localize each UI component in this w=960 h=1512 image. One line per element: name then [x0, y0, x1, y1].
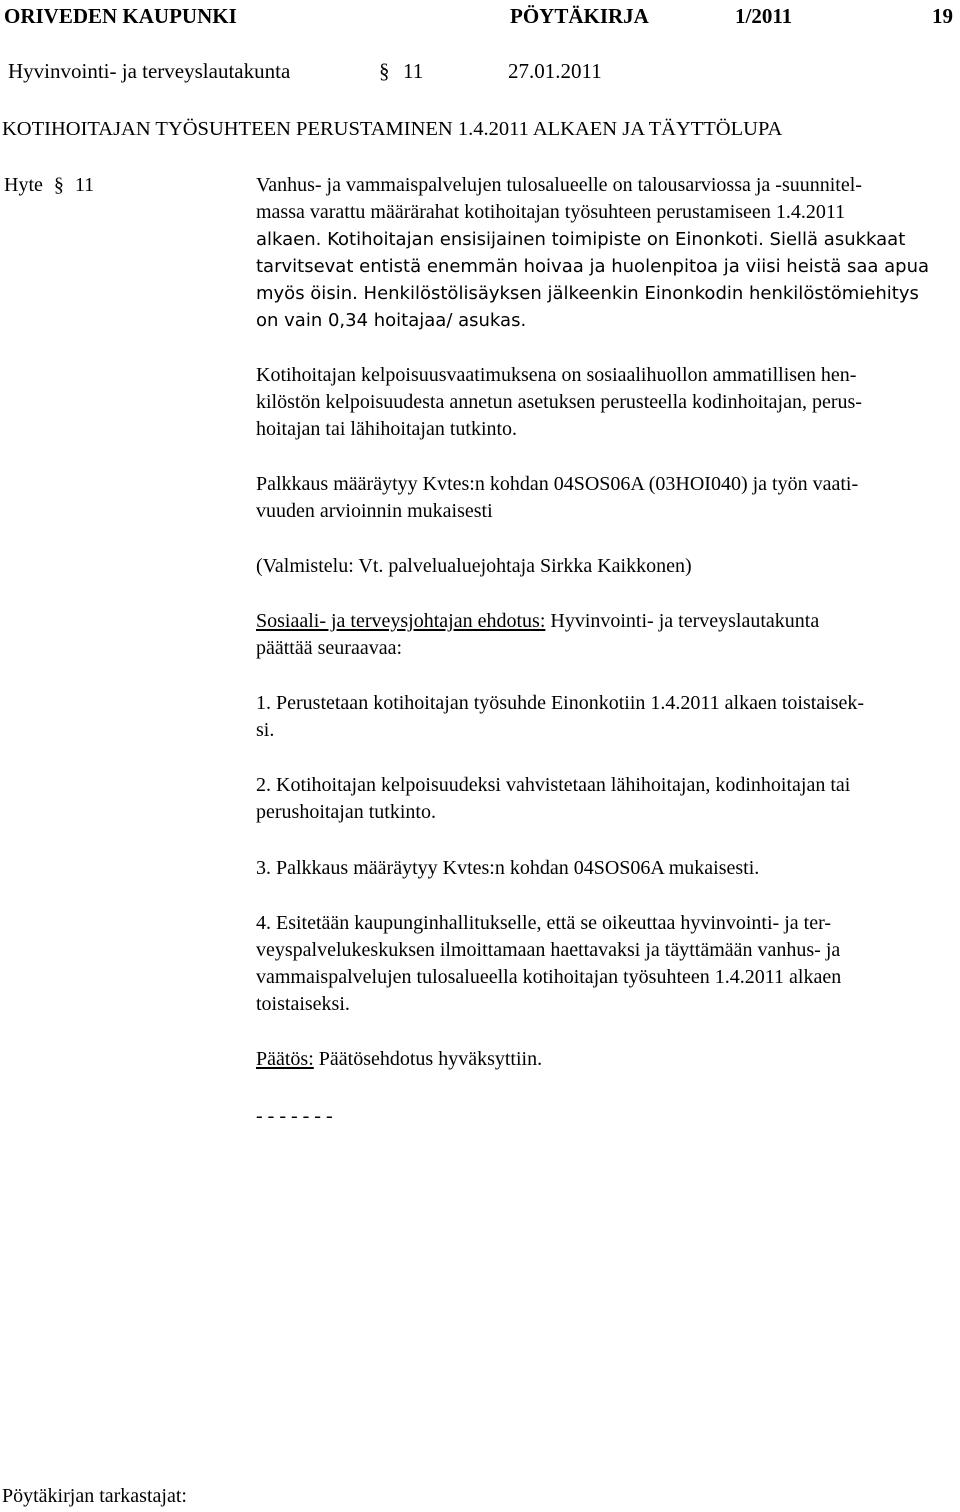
salary-line: vuuden arvioinnin mukaisesti: [256, 500, 493, 522]
decision-item-2: [256, 772, 946, 826]
decision-item-3: [256, 855, 946, 882]
qualification-line: kilöstön kelpoisuudesta annetun asetuksen perusteella kodinhoitajan, perus-: [256, 391, 862, 413]
salary-paragraph: [256, 471, 946, 525]
separator: [256, 1103, 946, 1130]
section-sign: §: [379, 59, 390, 83]
intro-line: myös öisin. Henkilöstölisäyksen jälkeenkin Einonkodin henkilöstömiehitys: [256, 283, 919, 304]
section-number: 11: [403, 59, 424, 83]
decision-line: [256, 1046, 946, 1073]
item-line: perushoitajan tutkinto.: [256, 801, 436, 823]
qualification-paragraph: [256, 362, 946, 443]
preparer-text: (Valmistelu: Vt. palvelualuejohtaja Sirkka Kaikkonen): [256, 555, 692, 577]
case-reference: [4, 172, 94, 199]
item-line: 1. Perustetaan kotihoitajan työsuhde Einonkotiin 1.4.2011 alkaen toistaisek-: [256, 692, 865, 714]
intro-line: tarvitsevat entistä enemmän hoivaa ja huolenpitoa ja viisi heistä saa apua: [256, 256, 930, 277]
intro-paragraph: [256, 172, 946, 334]
preparer-note: [256, 553, 946, 580]
qualification-line: Kotihoitajan kelpoisuusvaatimuksena on sosiaalihuollon ammatillisen hen-: [256, 364, 857, 386]
item-line: toistaiseksi.: [256, 993, 350, 1015]
org-name: ORIVEDEN KAUPUNKI: [4, 4, 237, 28]
ref-number: 11: [74, 174, 95, 196]
intro-line: massa varattu määrärahat kotihoitajan työsuhteen perustamiseen 1.4.2011: [256, 201, 846, 223]
reviewers-label: Pöytäkirjan tarkastajat:: [2, 1485, 187, 1507]
item-line: vammaispalvelujen tulosalueella kotihoitajan työsuhteen 1.4.2011 alkaen: [256, 966, 842, 988]
item-line: 4. Esitetään kaupunginhallitukselle, että se oikeuttaa hyvinvointi- ja ter-: [256, 912, 831, 934]
decision-item-4: [256, 910, 946, 1018]
intro-line: alkaen. Kotihoitajan ensisijainen toimipiste on Einonkoti. Siellä asukkaat: [256, 229, 906, 250]
page-title: KOTIHOITAJAN TYÖSUHTEEN PERUSTAMINEN 1.4.2011 ALKAEN JA TÄYTTÖLUPA: [2, 118, 783, 140]
meeting-date: 27.01.2011: [508, 59, 602, 83]
salary-line: Palkkaus määräytyy Kvtes:n kohdan 04SOS06A (03HOI040) ja työn vaati-: [256, 473, 859, 495]
intro-line: Vanhus- ja vammaispalvelujen tulosalueelle on talousarviossa ja -suunnitel-: [256, 174, 862, 196]
proposal-line: päättää seuraavaa:: [256, 637, 403, 659]
item-line: si.: [256, 719, 275, 741]
doc-type: PÖYTÄKIRJA: [510, 4, 649, 28]
proposal-text: Hyvinvointi- ja terveyslautakunta: [550, 610, 820, 632]
decision-paragraph: [256, 1046, 946, 1073]
proposal-line: [256, 608, 946, 635]
ref-prefix: Hyte: [4, 174, 43, 196]
decision-label: Päätös:: [256, 1048, 314, 1070]
proposal-paragraph: [256, 608, 946, 662]
doc-number: 1/2011: [735, 4, 793, 28]
page-number: 19: [932, 4, 953, 28]
separator-text: - - - - - - -: [256, 1105, 333, 1127]
intro-line: on vain 0,34 hoitajaa/ asukas.: [256, 310, 527, 331]
qualification-line: hoitajan tai lähihoitajan tutkinto.: [256, 418, 518, 440]
ref-section-sign: §: [53, 174, 64, 196]
item-line: veyspalvelukeskuksen ilmoittamaan haettavaksi ja täyttämään vanhus- ja: [256, 939, 841, 961]
proposal-label: Sosiaali- ja terveysjohtajan ehdotus:: [256, 610, 546, 632]
decision-text: Päätösehdotus hyväksyttiin.: [318, 1048, 543, 1070]
decision-item-1: [256, 690, 946, 744]
item-line: 3. Palkkaus määräytyy Kvtes:n kohdan 04SOS06A mukaisesti.: [256, 857, 760, 879]
item-line: 2. Kotihoitajan kelpoisuudeksi vahvistetaan lähihoitajan, kodinhoitajan tai: [256, 774, 851, 796]
committee-name: Hyvinvointi- ja terveyslautakunta: [8, 59, 291, 83]
